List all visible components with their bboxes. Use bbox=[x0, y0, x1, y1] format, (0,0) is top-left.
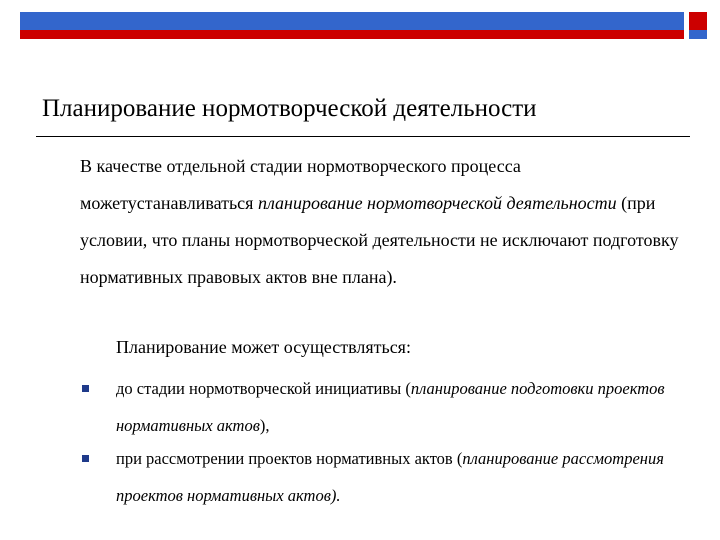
title-divider bbox=[36, 136, 690, 137]
intro-italic: планирование нормотворческой деятельности bbox=[257, 193, 617, 213]
bullet-marker-1 bbox=[82, 385, 89, 392]
header-blue-square bbox=[689, 30, 707, 39]
list-item-1-text: до стадии нормотворческой инициативы ( bbox=[116, 379, 411, 398]
list-item-2-text: при рассмотрении проектов нормативных актов ( bbox=[116, 449, 463, 468]
intro-text-2: можетустанавливаться bbox=[80, 193, 258, 213]
slide-title: Планирование нормотворческой деятельности bbox=[42, 95, 537, 122]
header-red-bar bbox=[20, 30, 684, 39]
bullet-marker-2 bbox=[82, 455, 89, 462]
intro-paragraph bbox=[80, 148, 680, 296]
list-item-1 bbox=[116, 370, 696, 444]
list-lead: Планирование может осуществляться: bbox=[116, 337, 411, 357]
list-item-1-tail: ), bbox=[259, 416, 270, 435]
list-item-2-italic: планирование рассмотрения проектов нормативных актов). bbox=[116, 449, 664, 505]
list-item-2 bbox=[116, 440, 696, 514]
intro-text-1: В качестве отдельной стадии нормотворческого процесса bbox=[80, 156, 521, 176]
header-blue-bar bbox=[20, 12, 684, 30]
intro-text-3: (при условии, что планы нормотворческой деятельности не исключают подготовку нормативных правовых актов вне плана). bbox=[80, 193, 679, 287]
list-item-1-italic: планирование подготовки проектов нормативных актов bbox=[116, 379, 665, 435]
header-red-square bbox=[689, 12, 707, 30]
